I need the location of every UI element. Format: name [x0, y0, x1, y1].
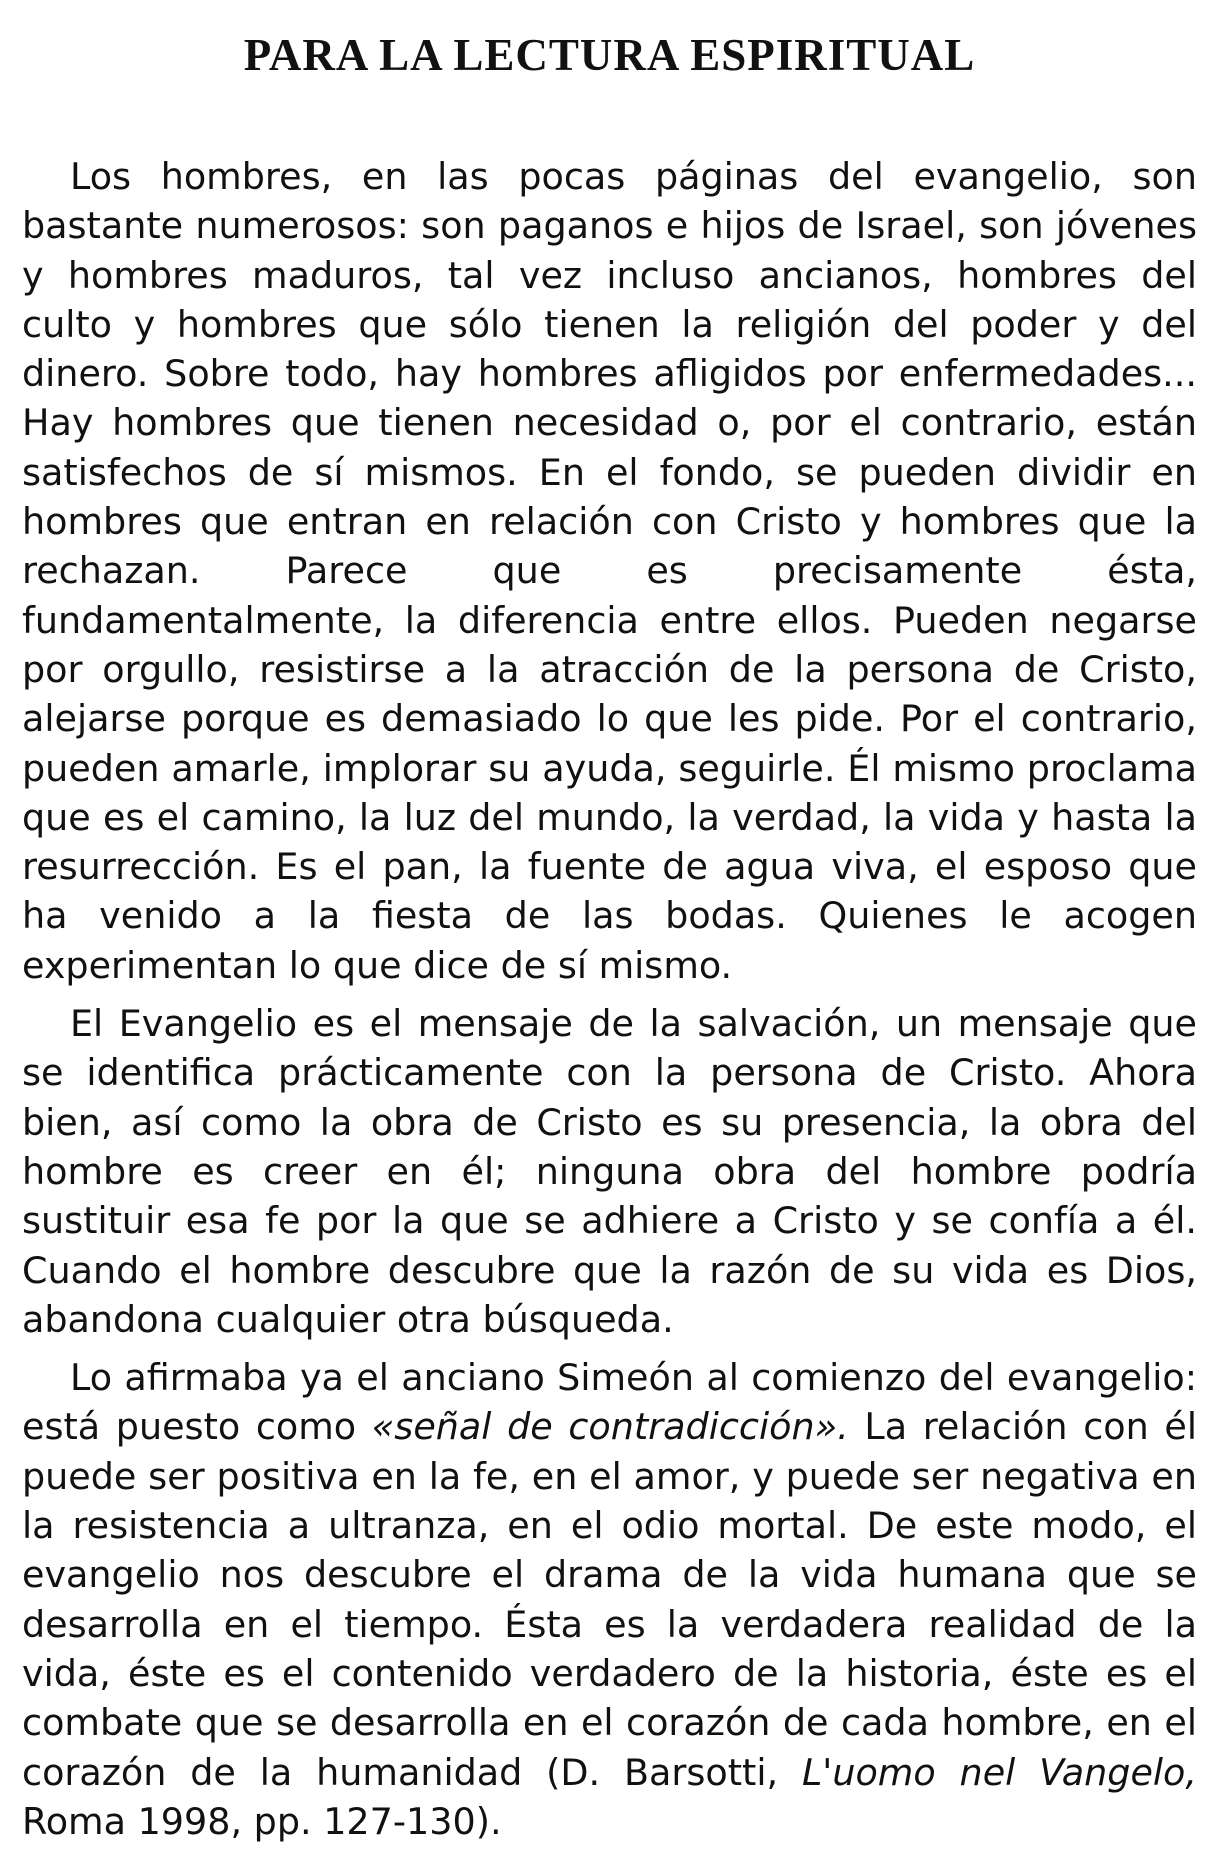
paragraph-2: El Evangelio es el mensaje de la salvación, un mensaje que se identifica prácticamente con la persona de Cristo. Ahora bien, así como la obra de Cristo es su presencia, la obra del hombre es creer en él; ninguna obra del hombre podría sustituir esa fe por la que se adhiere a Cristo y se confía a él. Cuando el hombre descubre que la razón de su vida es Dios, abandona cualquier otra búsqueda. — [22, 1002, 1197, 1341]
quotation: «señal de contradicción». — [371, 1405, 849, 1449]
paragraph-3-text-b: La relación con él puede ser positiva en la fe, en el amor, y puede ser negativa en la resistencia a ultranza, en el odio mortal. De este modo, el evangelio nos descubre el drama de la vida humana que se desarrolla en el tiempo. Ésta es la verdadera realidad de la vida, éste es el contenido verdadero de la historia, éste es el combate que se desarrolla en el corazón de cada hombre, en el corazón de la humanidad (D. Barsotti, — [22, 1405, 1197, 1794]
paragraph-3-text-a: Lo afirmaba ya el anciano Simeón al comienzo del evangelio: está puesto como — [22, 1356, 1197, 1449]
document-page — [22, 28, 1197, 1855]
page-title: PARA LA LECTURA ESPIRITUAL — [243, 30, 976, 80]
book-title: L'uomo nel Vangelo, — [801, 1750, 1197, 1794]
paragraph-3-text-c: Roma 1998, pp. 127-130). — [22, 1799, 502, 1843]
paragraph-1: Los hombres, en las pocas páginas del evangelio, son bastante numerosos: son paganos e hijos de Israel, son jóvenes y hombres maduros, tal vez incluso ancianos, hombres del culto y hombres que sólo tienen la religión del poder y del dinero. Sobre todo, hay hombres afligidos por enfermedades... Hay hombres que tienen necesidad o, por el contrario, están satisfechos de sí mismos. En el fondo, se pueden dividir en hombres que entran en relación con Cristo y hombres que la rechazan. Parece que es precisamente ésta, fundamentalmente, la diferencia entre ellos. Pueden negarse por orgullo, resistirse a la atracción de la persona de Cristo, alejarse porque es demasiado lo que les pide. Por el contrario, pueden amarle, implorar su ayuda, seguirle. Él mismo proclama que es el camino, la luz del mundo, la verdad, la vida y hasta la resurrección. Es el pan, la fuente de agua viva, el esposo que ha venido a la fiesta de las bodas. Quienes le acogen experimentan lo que dice de sí mismo. — [22, 155, 1197, 987]
paragraph-3 — [22, 1353, 1197, 1846]
